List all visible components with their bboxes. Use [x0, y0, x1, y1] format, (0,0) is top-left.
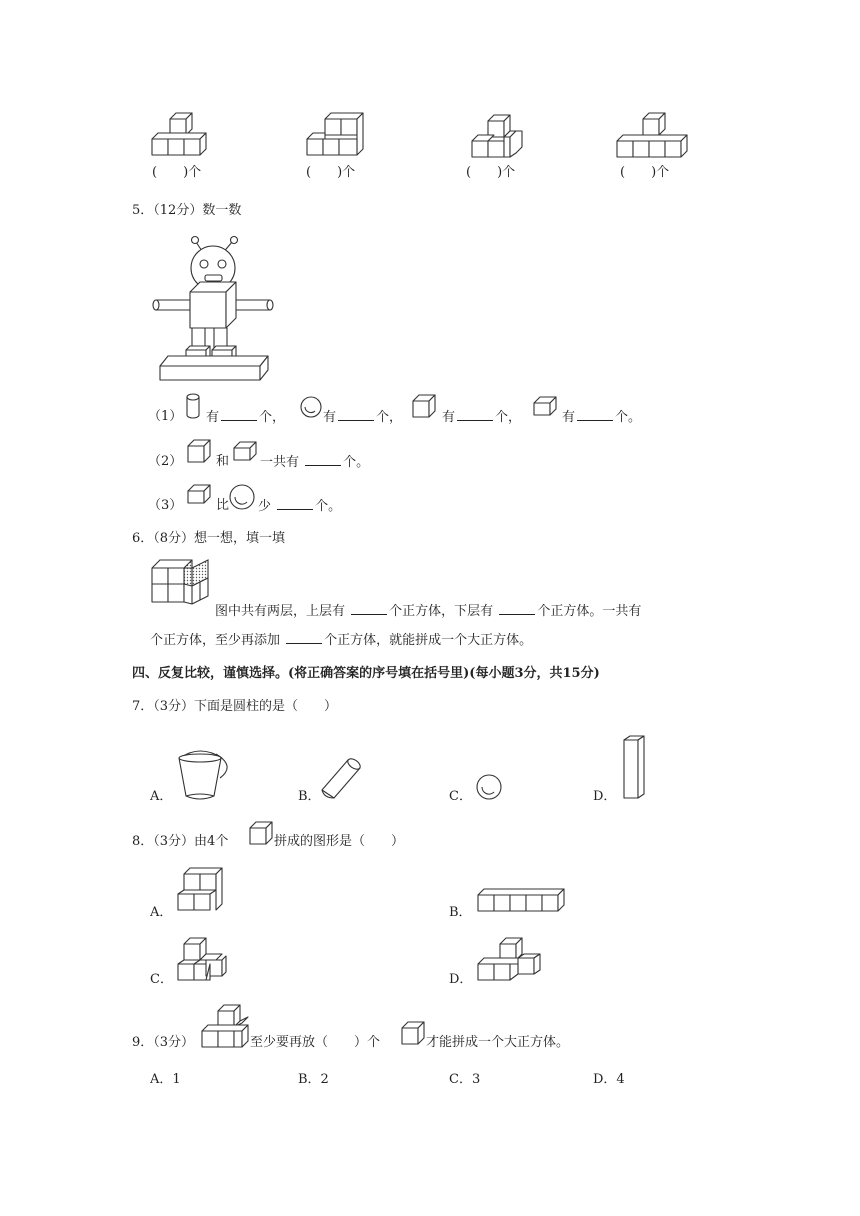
q9-num: 9．（3分）: [132, 1035, 195, 1050]
q5-sub1-seg2: 有 个，: [323, 410, 403, 425]
q7-option-b[interactable]: B．: [298, 789, 321, 804]
q8-option-d[interactable]: D．: [449, 972, 473, 987]
tilted-cylinder-icon: [320, 756, 362, 802]
blank-cuboid[interactable]: [577, 410, 613, 421]
cuboid-icon: [232, 440, 258, 462]
q8-option-b[interactable]: B．: [449, 905, 472, 920]
q9-text-a: 至少要再放（ ）个: [250, 1035, 381, 1050]
q9-option-b[interactable]: B．2: [298, 1072, 329, 1087]
sphere-icon: [229, 484, 255, 510]
q9-option-d[interactable]: D．4: [593, 1072, 625, 1087]
cube-icon: [411, 393, 437, 419]
q5-title: 5．（12分）数一数: [132, 203, 242, 218]
tall-cuboid-icon: [622, 734, 648, 802]
q6-title: 6．（8分）想一想，填一填: [132, 531, 286, 546]
cuboid-icon: [186, 483, 212, 505]
q7-option-d[interactable]: D．: [593, 789, 617, 804]
cube-figure-2: [305, 111, 367, 157]
q8-option-a[interactable]: A．: [150, 905, 173, 920]
q9-option-c[interactable]: C．3: [449, 1072, 481, 1087]
q8-figure-d: [476, 936, 542, 984]
q9-text-b: 才能拼成一个大正方体。: [426, 1035, 570, 1050]
q8-title-b: 拼成的图形是（ ）: [274, 834, 405, 849]
blank-top-layer[interactable]: [351, 604, 387, 615]
sphere-icon: [300, 396, 322, 418]
blank-cube[interactable]: [457, 410, 493, 421]
q8-figure-c: [176, 936, 228, 984]
q7-option-c[interactable]: C．: [449, 789, 472, 804]
two-layer-cube-figure: [150, 558, 212, 616]
q9-figure: [200, 1003, 250, 1051]
q6-line1: 图中共有两层，上层有 个正方体，下层有 个正方体。一共有: [215, 604, 642, 619]
cube-figure-3: [470, 111, 526, 159]
cube-icon: [248, 820, 274, 846]
q7-title: 7．（3分）下面是圆柱的是（ ）: [132, 699, 338, 714]
section-4-title: 四、反复比较，谨慎选择。(将正确答案的序号填在括号里)(每小题3分，共15分): [132, 666, 600, 681]
blank-add[interactable]: [286, 633, 322, 644]
cube-figure-1: [150, 111, 212, 157]
blank-sphere[interactable]: [338, 410, 374, 421]
robot-figure: [150, 232, 270, 384]
sphere-icon: [476, 774, 502, 800]
cuboid-icon: [532, 395, 558, 417]
q8-title-a: 8．（3分）由4个: [132, 834, 229, 849]
q8-figure-a: [176, 866, 226, 916]
q5-sub1-seg3: 有 个，: [442, 410, 522, 425]
cube-icon: [400, 1020, 426, 1046]
count-blank-1[interactable]: ( )个: [152, 165, 202, 180]
q6-line2: 个正方体，至少再添加 个正方体，就能拼成一个大正方体。: [150, 633, 533, 648]
blank-cylinder[interactable]: [221, 410, 257, 421]
q5-sub3-prefix: （3）: [148, 498, 183, 513]
count-blank-3[interactable]: ( )个: [466, 165, 516, 180]
q5-sub3-text: 少 个。: [258, 499, 342, 514]
q8-option-c[interactable]: C．: [150, 972, 173, 987]
blank-difference[interactable]: [277, 499, 313, 510]
bucket-icon: [176, 750, 234, 802]
q5-sub1-prefix: （1）: [148, 409, 183, 424]
q5-sub1-seg4: 有 个。: [562, 410, 642, 425]
q5-sub2-and: 和: [216, 454, 230, 469]
q5-sub1-seg1: 有 个，: [206, 410, 286, 425]
blank-total[interactable]: [305, 455, 341, 466]
q5-sub2-prefix: （2）: [148, 454, 183, 469]
q8-figure-b: [476, 887, 568, 915]
cube-figure-4: [615, 111, 687, 159]
q7-option-a[interactable]: A．: [150, 789, 173, 804]
blank-bottom-layer[interactable]: [499, 604, 535, 615]
count-blank-2[interactable]: ( )个: [306, 165, 356, 180]
count-blank-4[interactable]: ( )个: [620, 165, 670, 180]
q9-option-a[interactable]: A．1: [150, 1072, 181, 1087]
cube-icon: [186, 438, 212, 464]
cylinder-icon: [186, 393, 200, 419]
q5-sub3-bi: 比: [216, 498, 230, 513]
q5-sub1: [148, 410, 182, 423]
q5-sub2-text: 一共有 个。: [260, 455, 370, 470]
